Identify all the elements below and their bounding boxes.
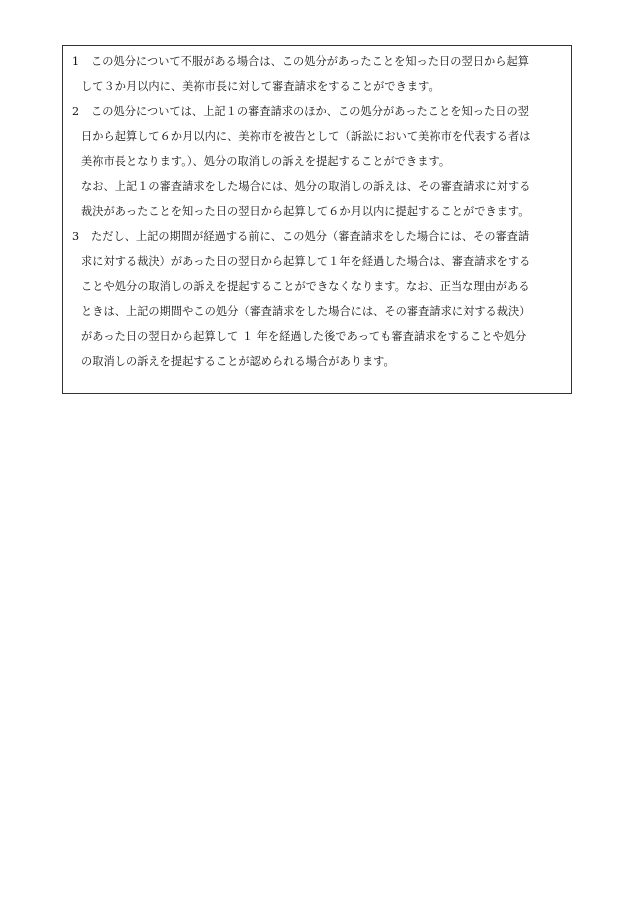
item-2-note-line-2: 裁決があったことを知った日の翌日から起算して６か月以内に提起することができます。 [81, 205, 530, 218]
item-1-line-1: この処分について不服がある場合は、この処分があったことを知った日の翌日から起算 [91, 55, 529, 68]
appeal-notice-box [62, 45, 572, 394]
item-3-line-2: 求に対する裁決）があった日の翌日から起算して１年を経過した場合は、審査請求をする [81, 255, 531, 268]
item-2-note-line-1: なお、上記１の審査請求をした場合には、処分の取消しの訴えは、その審査請求に対する [81, 180, 531, 193]
item-3-number: 3 [72, 230, 80, 243]
item-3-line-5: があった日の翌日から起算して １ 年を経過した後であっても審査請求をすることや処分 [81, 330, 527, 343]
item-3-line-4: ときは、上記の期間やこの処分（審査請求をした場合には、その審査請求に対する裁決） [81, 305, 531, 318]
item-3-line-3: ことや処分の取消しの訴えを提起することができなくなります。なお、正当な理由がある [81, 280, 530, 293]
item-2-line-1: この処分については、上記１の審査請求のほか、この処分があったことを知った日の翌 [91, 105, 529, 118]
item-3-line-6: の取消しの訴えを提起することが認められる場合があります。 [81, 355, 395, 368]
item-2-line-2: 日から起算して６か月以内に、美祢市を被告として（訴訟において美祢市を代表する者は [81, 130, 531, 143]
item-3-line-1: ただし、上記の期間が経過する前に、この処分（審査請求をした場合には、その審査請 [91, 230, 530, 243]
item-1-line-2: して３か月以内に、美祢市長に対して審査請求をすることができます。 [81, 80, 440, 93]
item-1-number: 1 [72, 55, 80, 68]
item-2-line-3: 美祢市長となります。）、処分の取消しの訴えを提起することができます。 [81, 155, 451, 168]
item-2-number: 2 [72, 105, 80, 118]
